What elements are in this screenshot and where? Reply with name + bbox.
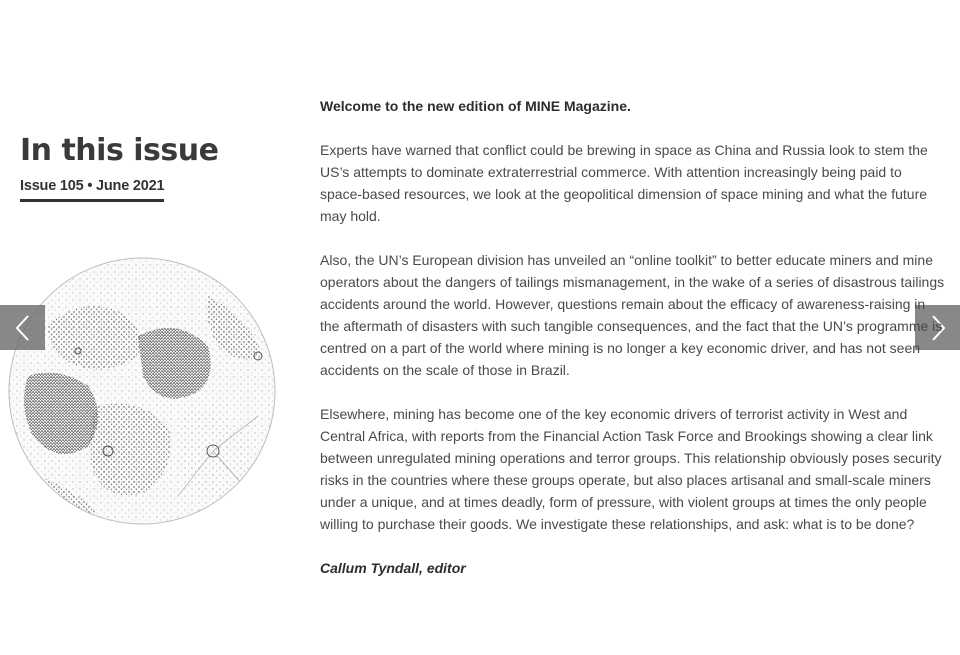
sidebar-header xyxy=(20,132,280,202)
moon-illustration xyxy=(8,256,276,526)
editorial-paragraph-1: Experts have warned that conflict could be brewing in space as China and Russia look to stem the US’s attempts to dominate extraterrestrial commerce. With attention increasingly being paid to space-based resources, we look at the geopolitical dimension of space mining and what the future may hold. xyxy=(320,142,928,224)
issue-meta: Issue 105 • June 2021 xyxy=(20,178,164,202)
editorial-paragraph-2: Also, the UN’s European division has unveiled an “online toolkit” to better educate miners and mine operators about the dangers of tailings mismanagement, in the wake of a series of disastrous tailings accidents around the world. However, questions remain about the efficacy of awareness-raising in the aftermath of disasters with such tangible consequences, and the fact that the UN’s programme is centred on a part of the world where mining is no longer a key economic driver, and has not seen accidents on the scale of those in Brazil. xyxy=(320,252,945,378)
editorial-paragraph-3: Elsewhere, mining has become one of the key economic drivers of terrorist activity in West and Central Africa, with reports from the Financial Action Task Force and Brookings showing a clear link between unregulated mining operations and terror groups. This relationship obviously poses security risks in the countries where these groups operate, but also places artisanal and small-scale miners under a unique, and at times deadly, form of pressure, with violent groups at times the only people willing to purchase their goods. We investigate these relationships, and ask: what is to be done? xyxy=(320,406,942,532)
welcome-line: Welcome to the new edition of MINE Magazine. xyxy=(320,98,631,114)
editor-signature: Callum Tyndall, editor xyxy=(320,560,466,576)
page-title: In this issue xyxy=(20,133,219,168)
chevron-left-icon xyxy=(13,313,33,343)
carousel-prev-button[interactable] xyxy=(0,305,45,350)
editorial-body xyxy=(320,95,945,601)
